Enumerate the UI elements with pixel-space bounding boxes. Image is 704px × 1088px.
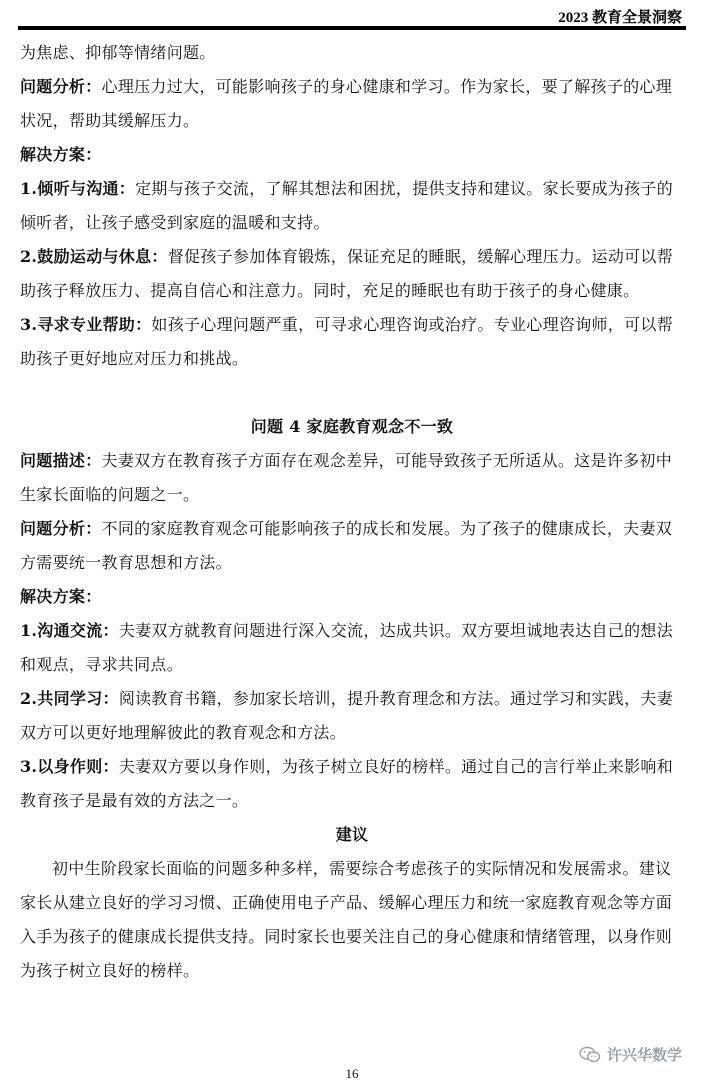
paragraph-label: 3.寻求专业帮助： (20, 315, 152, 334)
paragraph-text: 定期与孩子交流，了解其想法和困扰，提供支持和建议。家长要成为孩子的倾听者，让孩子感受到家庭的温暖和支持。 (20, 179, 674, 232)
paragraph-text: 为焦虑、抑郁等情绪问题。 (20, 43, 216, 62)
paragraph-label: 问题分析： (20, 77, 102, 96)
paragraph (20, 308, 684, 376)
paragraph-text: 夫妻双方要以身作则，为孩子树立良好的榜样。通过自己的言行举止来影响和教育孩子是最有效的方法之一。 (20, 757, 674, 810)
wechat-icon (579, 1046, 601, 1064)
paragraph (20, 750, 684, 818)
paragraph-text: 夫妻双方在教育孩子方面存在观念差异，可能导致孩子无所适从。这是许多初中生家长面临的问题之一。 (20, 451, 673, 504)
suggestion-heading: 建议 (335, 825, 369, 844)
paragraph (20, 70, 684, 138)
paragraph (20, 240, 684, 308)
paragraph-label: 解决方案： (20, 587, 102, 606)
paragraph-label: 解决方案： (20, 145, 102, 164)
paragraph-text: 心理压力过大，可能影响孩子的身心健康和学习。作为家长，要了解孩子的心理状况，帮助其缓解压力。 (20, 77, 673, 130)
paragraph (20, 36, 684, 70)
paragraph (20, 444, 684, 512)
watermark (579, 1044, 682, 1065)
paragraph-label: 1.倾听与沟通： (20, 179, 136, 198)
paragraph (20, 580, 684, 614)
paragraph-text: 夫妻双方就教育问题进行深入交流，达成共识。双方要坦诚地表达自己的想法和观点，寻求共同点。 (20, 621, 674, 674)
watermark-text: 许兴华数学 (606, 1046, 682, 1064)
document-body (20, 36, 684, 988)
paragraph-label: 2.共同学习： (20, 689, 119, 708)
paragraph-label: 1.沟通交流： (20, 621, 119, 640)
paragraph (20, 512, 684, 580)
paragraph (20, 138, 684, 172)
paragraph-text: 阅读教育书籍，参加家长培训，提升教育理念和方法。通过学习和实践，夫妻双方可以更好地理解彼此的教育观念和方法。 (20, 689, 674, 742)
paragraph-label: 问题描述： (20, 451, 102, 470)
suggestion-paragraph: 初中生阶段家长面临的问题多种多样，需要综合考虑孩子的实际情况和发展需求。建议家长从建立良好的学习习惯、正确使用电子产品、缓解心理压力和统一家庭教育观念等方面入手为孩子的健康成长提供支持。同时家长也要关注自己的身心健康和情绪管理，以身作则为孩子树立良好的榜样。 (20, 859, 673, 980)
paragraph-text: 督促孩子参加体育锻炼，保证充足的睡眠，缓解心理压力。运动可以帮助孩子释放压力、提高自信心和注意力。同时，充足的睡眠也有助于孩子的身心健康。 (20, 247, 674, 300)
header-rule (18, 26, 686, 30)
paragraph-text: 如孩子心理问题严重，可寻求心理咨询或治疗。专业心理咨询师，可以帮助孩子更好地应对压力和挑战。 (20, 315, 674, 368)
paragraph (20, 172, 684, 240)
page-number: 16 (345, 1066, 359, 1081)
header-title: 2023 教育全景洞察 (558, 10, 682, 26)
section-heading: 问题 4 家庭教育观念不一致 (250, 417, 454, 436)
paragraph (20, 682, 684, 750)
paragraph-label: 问题分析： (20, 519, 102, 538)
paragraph-text: 不同的家庭教育观念可能影响孩子的成长和发展。为了孩子的健康成长，夫妻双方需要统一教育思想和方法。 (20, 519, 673, 572)
paragraph-label: 3.以身作则： (20, 757, 119, 776)
paragraph (20, 614, 684, 682)
paragraph-label: 2.鼓励运动与休息： (20, 247, 168, 266)
section-spacer (20, 376, 684, 410)
